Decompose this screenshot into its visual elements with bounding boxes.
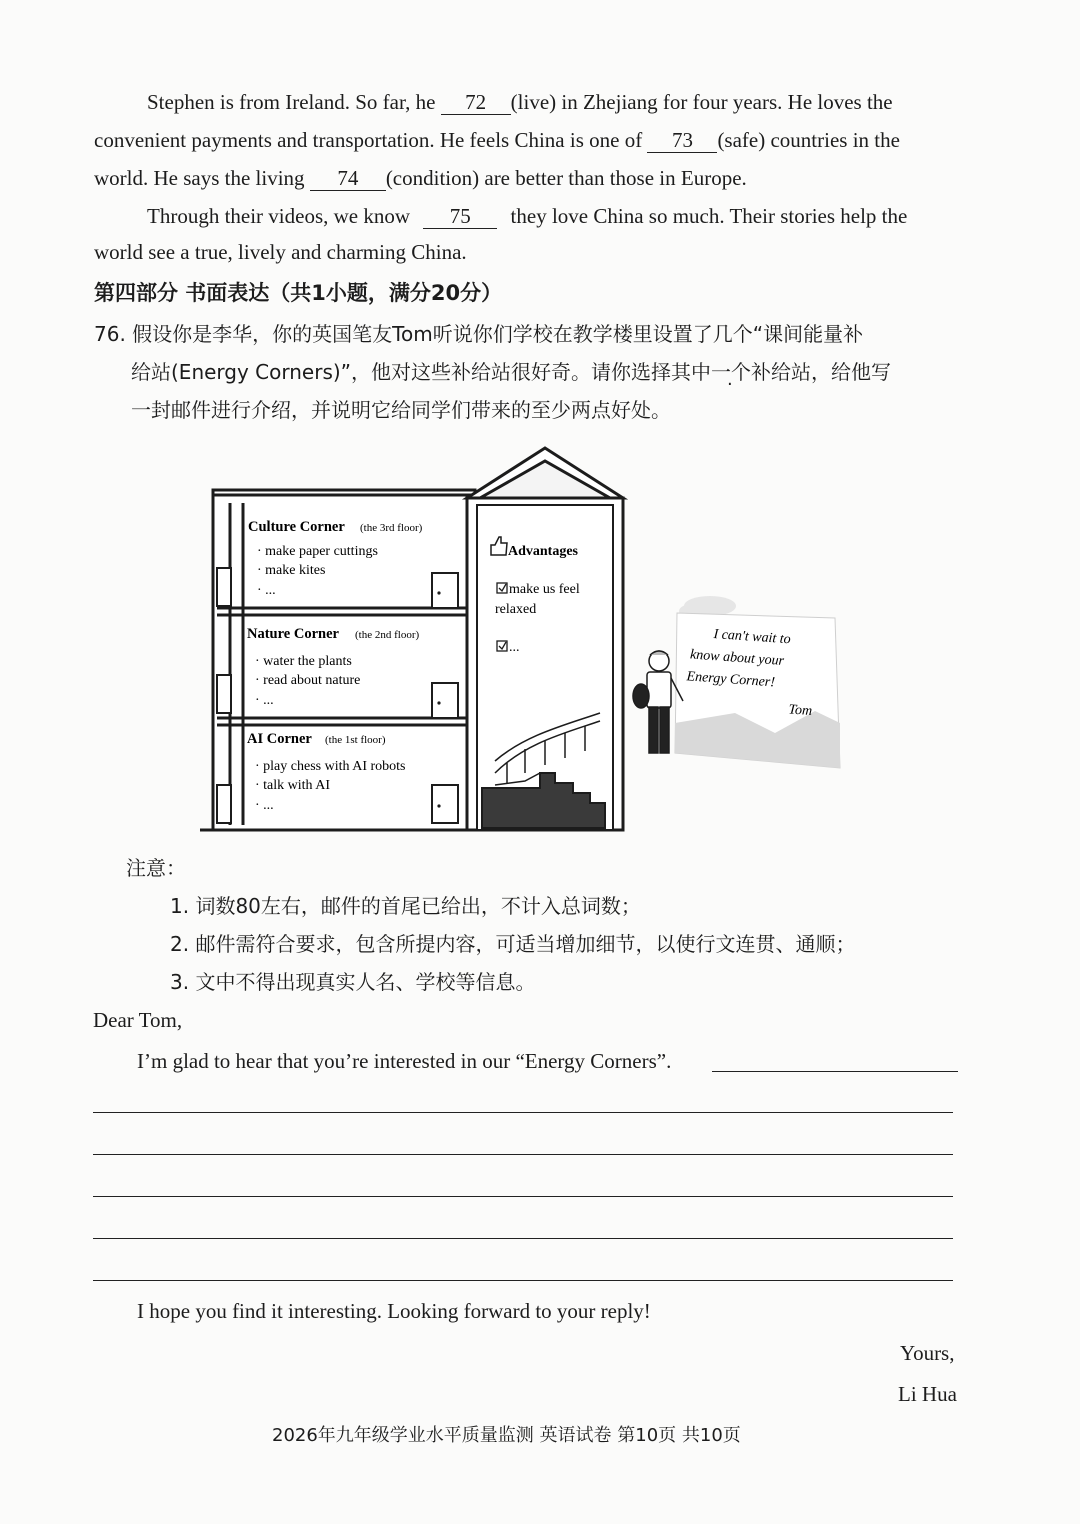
floor-2-item: · read about nature: [255, 673, 361, 688]
letter-opening: I’m glad to hear that you’re interested in our “Energy Corners”.: [137, 1049, 672, 1073]
speech-signature: Tom: [787, 702, 813, 720]
writing-line[interactable]: [712, 1071, 958, 1072]
floor-1-item: · talk with AI: [255, 778, 331, 793]
letter-signoff: Yours,: [900, 1341, 955, 1365]
writing-line[interactable]: [93, 1154, 953, 1155]
passage-line-3: world. He says the living 74 (condition) are better than those in Europe.: [94, 166, 747, 190]
question-number: 76.: [94, 322, 126, 346]
advantage-item: relaxed: [495, 602, 537, 617]
note-item-3: 3. 文中不得出现真实人名、学校等信息。: [170, 970, 536, 994]
floor-2-item: · water the plants: [255, 654, 352, 669]
floor-1-title: AI Corner: [247, 731, 312, 747]
blank-72[interactable]: 72: [441, 91, 511, 115]
floor-3-item: · ...: [257, 583, 276, 598]
passage-line-5: world see a true, lively and charming China.: [94, 240, 467, 264]
blank-73[interactable]: 73: [647, 129, 717, 153]
passage-line-4: Through their videos, we know 75 they love China so much. Their stories help the: [147, 204, 908, 228]
floor-3-item: · make kites: [257, 563, 326, 578]
floor-3-title: Culture Corner: [248, 519, 345, 535]
floor-2-level: (the 2nd floor): [355, 629, 420, 641]
blank-75[interactable]: 75: [423, 205, 497, 229]
advantage-item: make us feel: [509, 582, 580, 597]
advantages-title: Advantages: [508, 544, 579, 559]
blank-74[interactable]: 74: [310, 167, 386, 191]
speech-line: Energy Corner!: [686, 669, 776, 691]
floor-1-item: · ...: [255, 798, 274, 813]
energy-corner-illustration: [195, 443, 855, 843]
writing-line[interactable]: [93, 1238, 953, 1239]
floor-2-title: Nature Corner: [247, 626, 339, 642]
letter-closing: I hope you find it interesting. Looking forward to your reply!: [137, 1299, 651, 1323]
passage-line-2: convenient payments and transportation. He feels China is one of 73 (safe) countries in the: [94, 128, 900, 152]
advantage-item: ...: [509, 640, 520, 655]
floor-3-item: · make paper cuttings: [257, 544, 378, 559]
question-line-3: 一封邮件进行介绍，并说明它给同学们带来的至少两点好处。: [131, 398, 671, 422]
speech-line: know about your: [689, 647, 785, 669]
letter-greeting: Dear Tom,: [93, 1008, 183, 1032]
question-line-2: 给站(Energy Corners)”，他对这些补给站很好奇。请你选择其中一个补给站，给他写: [131, 360, 892, 384]
floor-2-item: · ...: [255, 693, 274, 708]
question-line-1: 76. 假设你是李华，你的英国笔友Tom听说你们学校在教学楼里设置了几个“课间能量补: [94, 322, 864, 346]
writing-line[interactable]: [93, 1112, 953, 1113]
passage-line-1: Stephen is from Ireland. So far, he 72 (live) in Zhejiang for four years. He loves the: [147, 90, 893, 114]
speech-line: I can't wait to: [713, 627, 792, 648]
letter-name: Li Hua: [898, 1382, 957, 1406]
floor-3-level: (the 3rd floor): [360, 522, 423, 534]
emphasis-dotted: 一个: [711, 360, 752, 384]
writing-line[interactable]: [93, 1196, 953, 1197]
notes-title: 注意：: [126, 856, 186, 880]
floor-1-item: · play chess with AI robots: [255, 759, 406, 774]
writing-line[interactable]: [93, 1280, 953, 1281]
floor-1-level: (the 1st floor): [325, 734, 386, 746]
note-item-1: 1. 词数80左右，邮件的首尾已给出，不计入总词数；: [170, 894, 641, 918]
page-footer: 2026年九年级学业水平质量监测 英语试卷 第10页 共10页: [272, 1425, 741, 1446]
section-heading: 第四部分 书面表达（共1小题，满分20分）: [94, 281, 503, 305]
note-item-2: 2. 邮件需符合要求，包含所提内容，可适当增加细节，以使行文连贯、通顺；: [170, 932, 856, 956]
